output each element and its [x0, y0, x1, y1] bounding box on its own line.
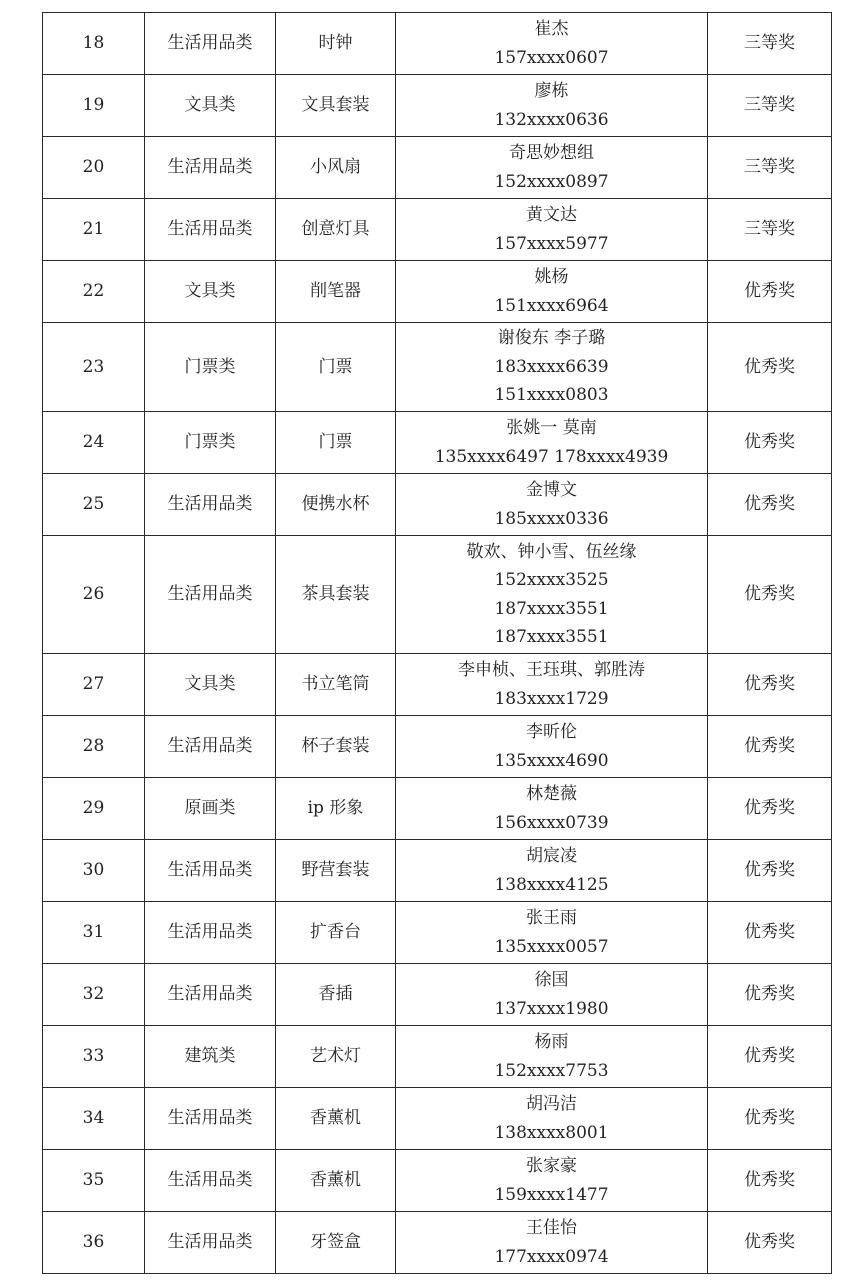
prize-cell: 优秀奖 [708, 536, 832, 654]
table-row [43, 1026, 832, 1088]
winner-name: 奇思妙想组 [509, 143, 594, 163]
winner-phone: 177xxxx0974 [494, 1246, 609, 1267]
row-number-cell: 21 [43, 199, 145, 261]
prize-cell: 三等奖 [708, 199, 832, 261]
table-row [43, 75, 832, 137]
work-title-cell: 艺术灯 [276, 1026, 396, 1088]
winner-info-cell [396, 75, 708, 137]
row-number-cell: 19 [43, 75, 145, 137]
table-row [43, 261, 832, 323]
winner-phone: 152xxxx0897 [494, 171, 609, 192]
table-row [43, 654, 832, 716]
category-cell: 生活用品类 [145, 1212, 276, 1274]
prize-cell: 三等奖 [708, 137, 832, 199]
winner-phone: 157xxxx0607 [494, 47, 609, 68]
work-title-cell: 削笔器 [276, 261, 396, 323]
table-row [43, 716, 832, 778]
winner-name: 李申桢、王珏琪、郭胜涛 [458, 660, 645, 680]
row-number-cell: 22 [43, 261, 145, 323]
winner-info-cell [396, 902, 708, 964]
winner-name: 徐国 [534, 970, 569, 990]
table-row [43, 840, 832, 902]
prize-cell: 优秀奖 [708, 778, 832, 840]
table-row [43, 474, 832, 536]
table-row [43, 778, 832, 840]
prize-cell: 优秀奖 [708, 323, 832, 412]
winner-info-cell [396, 778, 708, 840]
work-title-cell: 牙签盒 [276, 1212, 396, 1274]
table-row [43, 1150, 832, 1212]
work-title-cell: 香插 [276, 964, 396, 1026]
work-title-cell: 茶具套装 [276, 536, 396, 654]
winner-name: 胡宸凌 [526, 846, 577, 866]
winner-name: 张家豪 [526, 1156, 577, 1176]
winner-info-cell [396, 1026, 708, 1088]
winner-name: 廖栋 [534, 81, 569, 101]
category-cell: 建筑类 [145, 1026, 276, 1088]
row-number-cell: 28 [43, 716, 145, 778]
winner-name: 张王雨 [526, 908, 577, 928]
winner-info-cell [396, 840, 708, 902]
winner-name: 黄文达 [526, 205, 577, 225]
winner-name: 谢俊东 李子璐 [497, 328, 606, 349]
category-cell: 生活用品类 [145, 1088, 276, 1150]
category-cell: 生活用品类 [145, 137, 276, 199]
row-number-cell: 35 [43, 1150, 145, 1212]
row-number-cell: 27 [43, 654, 145, 716]
winner-info-cell [396, 412, 708, 474]
awards-table [42, 12, 832, 1274]
prize-cell: 优秀奖 [708, 902, 832, 964]
prize-cell: 优秀奖 [708, 412, 832, 474]
winner-info-cell [396, 964, 708, 1026]
prize-cell: 优秀奖 [708, 1026, 832, 1088]
category-cell: 文具类 [145, 654, 276, 716]
category-cell: 生活用品类 [145, 1150, 276, 1212]
category-cell: 生活用品类 [145, 199, 276, 261]
table-row [43, 13, 832, 75]
winner-name: 姚杨 [534, 267, 569, 287]
work-title-cell: ip 形象 [276, 778, 396, 840]
row-number-cell: 32 [43, 964, 145, 1026]
row-number-cell: 29 [43, 778, 145, 840]
winner-info-cell [396, 323, 708, 412]
work-title-cell: 便携水杯 [276, 474, 396, 536]
winner-info-cell [396, 199, 708, 261]
winner-phone: 187xxxx3551 [494, 627, 609, 647]
winner-phone: 159xxxx1477 [494, 1184, 609, 1205]
work-title-cell: 书立笔筒 [276, 654, 396, 716]
row-number-cell: 18 [43, 13, 145, 75]
winner-name: 胡冯洁 [526, 1094, 577, 1114]
winner-phone: 138xxxx4125 [494, 874, 609, 895]
work-title-cell: 杯子套装 [276, 716, 396, 778]
prize-cell: 优秀奖 [708, 840, 832, 902]
category-cell: 文具类 [145, 261, 276, 323]
winner-phone: 137xxxx1980 [494, 998, 609, 1019]
winner-name: 杨雨 [534, 1032, 569, 1052]
work-title-cell: 香薰机 [276, 1088, 396, 1150]
winner-phone: 135xxxx6497 178xxxx4939 [434, 446, 669, 467]
work-title-cell: 野营套装 [276, 840, 396, 902]
winner-phone: 132xxxx0636 [494, 109, 609, 130]
winner-phone: 183xxxx6639 [494, 356, 609, 377]
winner-phone: 151xxxx0803 [494, 385, 609, 406]
work-title-cell: 文具套装 [276, 75, 396, 137]
category-cell: 生活用品类 [145, 716, 276, 778]
awards-table-body [43, 13, 832, 1274]
category-cell: 门票类 [145, 323, 276, 412]
winner-phone: 156xxxx0739 [494, 812, 609, 833]
winner-phone: 187xxxx3551 [494, 598, 609, 619]
category-cell: 生活用品类 [145, 536, 276, 654]
prize-cell: 优秀奖 [708, 1150, 832, 1212]
prize-cell: 优秀奖 [708, 716, 832, 778]
prize-cell: 三等奖 [708, 13, 832, 75]
row-number-cell: 30 [43, 840, 145, 902]
prize-cell: 优秀奖 [708, 1212, 832, 1274]
winner-info-cell [396, 1088, 708, 1150]
row-number-cell: 25 [43, 474, 145, 536]
work-title-cell: 门票 [276, 323, 396, 412]
row-number-cell: 20 [43, 137, 145, 199]
winner-name: 张姚一 莫南 [506, 418, 597, 438]
prize-cell: 优秀奖 [708, 474, 832, 536]
table-row [43, 1212, 832, 1274]
table-row [43, 323, 832, 412]
winner-phone: 157xxxx5977 [494, 233, 609, 254]
table-row [43, 902, 832, 964]
winner-info-cell [396, 1150, 708, 1212]
table-row [43, 1088, 832, 1150]
winner-phone: 135xxxx4690 [494, 750, 609, 771]
row-number-cell: 23 [43, 323, 145, 412]
winner-info-cell [396, 654, 708, 716]
row-number-cell: 36 [43, 1212, 145, 1274]
table-row [43, 964, 832, 1026]
category-cell: 生活用品类 [145, 964, 276, 1026]
work-title-cell: 香薰机 [276, 1150, 396, 1212]
work-title-cell: 时钟 [276, 13, 396, 75]
row-number-cell: 33 [43, 1026, 145, 1088]
winner-phone: 183xxxx1729 [494, 688, 609, 709]
winner-name: 敬欢、钟小雪、伍丝缘 [466, 541, 637, 562]
prize-cell: 优秀奖 [708, 964, 832, 1026]
work-title-cell: 门票 [276, 412, 396, 474]
prize-cell: 优秀奖 [708, 261, 832, 323]
row-number-cell: 31 [43, 902, 145, 964]
row-number-cell: 34 [43, 1088, 145, 1150]
winner-info-cell [396, 137, 708, 199]
winner-name: 王佳怡 [526, 1218, 577, 1238]
winner-phone: 152xxxx3525 [494, 570, 609, 590]
table-row [43, 137, 832, 199]
winner-phone: 152xxxx7753 [494, 1060, 609, 1081]
category-cell: 生活用品类 [145, 902, 276, 964]
category-cell: 文具类 [145, 75, 276, 137]
prize-cell: 优秀奖 [708, 654, 832, 716]
table-row [43, 536, 832, 654]
winner-name: 李昕伦 [526, 722, 577, 742]
winner-info-cell [396, 474, 708, 536]
row-number-cell: 24 [43, 412, 145, 474]
table-row [43, 412, 832, 474]
category-cell: 原画类 [145, 778, 276, 840]
winner-info-cell [396, 536, 708, 654]
winner-phone: 151xxxx6964 [494, 295, 609, 316]
winner-info-cell [396, 1212, 708, 1274]
table-row [43, 199, 832, 261]
winner-phone: 135xxxx0057 [494, 936, 609, 957]
work-title-cell: 扩香台 [276, 902, 396, 964]
winner-name: 金博文 [526, 480, 577, 500]
winner-phone: 185xxxx0336 [494, 508, 609, 529]
row-number-cell: 26 [43, 536, 145, 654]
category-cell: 生活用品类 [145, 840, 276, 902]
winner-name: 崔杰 [534, 19, 569, 39]
winner-info-cell [396, 13, 708, 75]
work-title-cell: 创意灯具 [276, 199, 396, 261]
prize-cell: 优秀奖 [708, 1088, 832, 1150]
winner-info-cell [396, 716, 708, 778]
category-cell: 门票类 [145, 412, 276, 474]
category-cell: 生活用品类 [145, 474, 276, 536]
work-title-cell: 小风扇 [276, 137, 396, 199]
prize-cell: 三等奖 [708, 75, 832, 137]
winner-name: 林楚薇 [526, 784, 577, 804]
winner-phone: 138xxxx8001 [494, 1122, 609, 1143]
winner-info-cell [396, 261, 708, 323]
category-cell: 生活用品类 [145, 13, 276, 75]
